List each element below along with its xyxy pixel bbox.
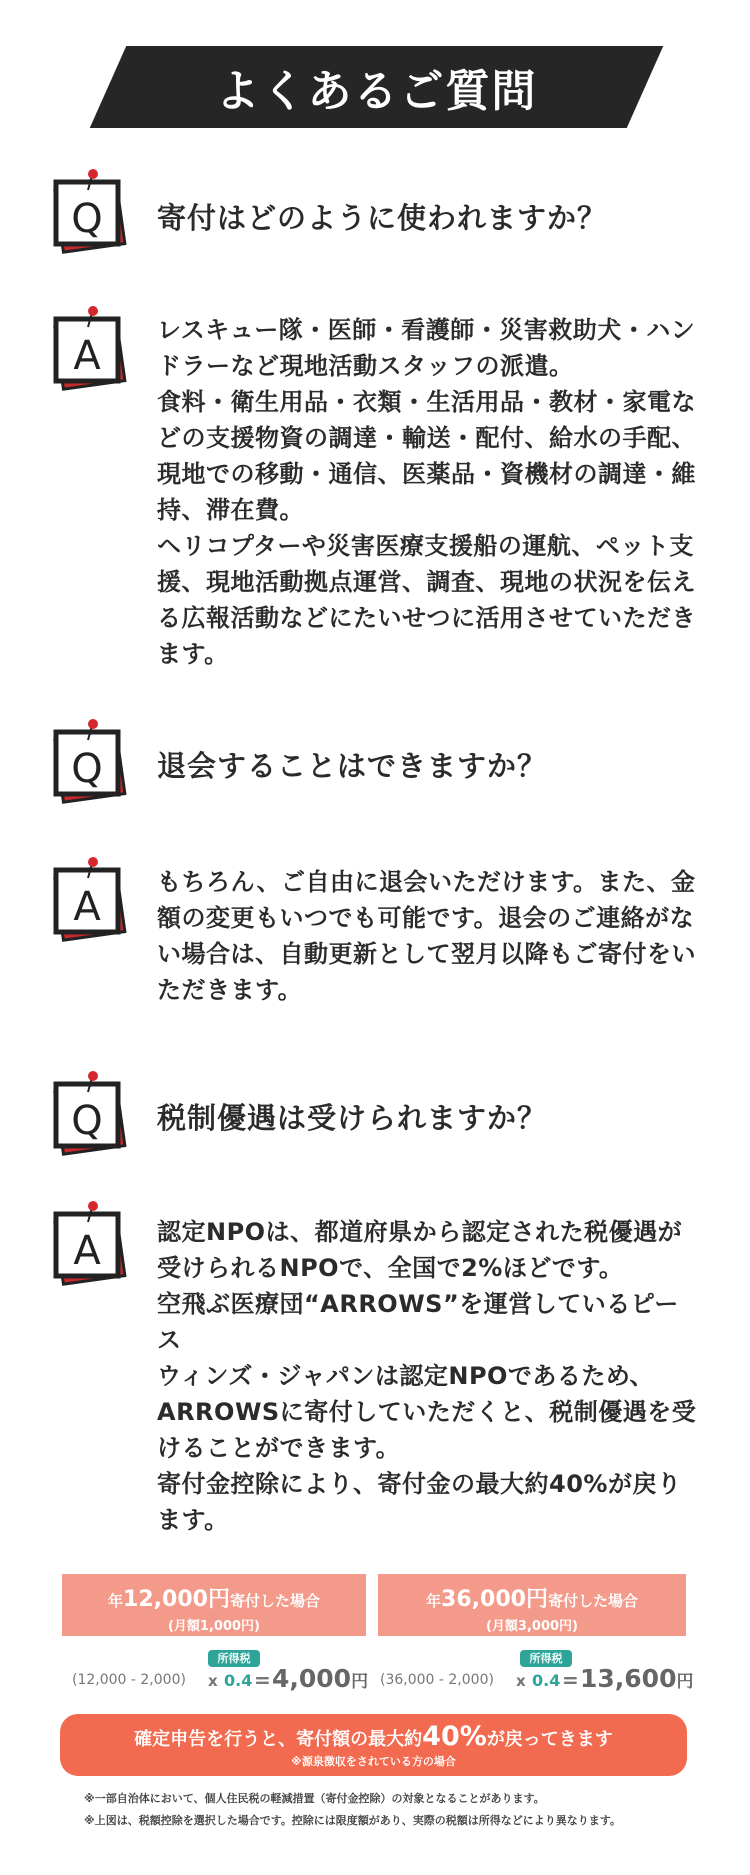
question-badge-icon (48, 168, 134, 254)
answer-paragraph: 食料・衛生用品・衣類・生活用品・教材・家電な どの支援物資の調達・輸送・配付、給水の手配、 現地での移動・通信、医薬品・資機材の調達・維 持、滞在費。 (157, 388, 696, 524)
tax-refund-banner (60, 1714, 687, 1776)
income-tax-tag: 所得税 (520, 1650, 572, 1667)
question-badge-icon (48, 718, 134, 804)
case-prefix: 年 (426, 1592, 442, 1610)
formula-rate: 0.4 (532, 1671, 561, 1690)
formula-base: (36,000 - 2,000) (380, 1672, 494, 1688)
question-badge-icon (48, 1070, 134, 1156)
tax-formula (72, 1652, 369, 1698)
faq-answer (157, 1214, 697, 1538)
footnote: ※一部自治体において、個人住民税の軽減措置（寄付金控除）の対象となることがあります。 (84, 1792, 545, 1805)
formula-equals: = (254, 1668, 271, 1692)
answer-paragraph: 認定NPOは、都道府県から認定された税優遇が 受けられるNPOで、全国で2%ほどです。 (157, 1218, 683, 1282)
case-suffix: 寄付した場合 (229, 1592, 320, 1610)
faq-answer (157, 312, 697, 672)
income-tax-tag: 所得税 (208, 1650, 260, 1667)
case-monthly: (月額1,000円) (167, 1619, 260, 1634)
q-label: Q (71, 746, 103, 792)
case-suffix: 寄付した場合 (547, 1592, 638, 1610)
tax-formula (380, 1652, 694, 1698)
answer-paragraph: もちろん、ご自由に退会いただけます。また、金 額の変更もいつでも可能です。退会のご連絡がな い場合は、自動更新として翌月以降もご寄付をい ただきます。 (157, 868, 696, 1004)
faq-question: 寄付はどのように使われますか？ (157, 201, 608, 235)
answer-paragraph: レスキュー隊・医師・看護師・災害救助犬・ハン ドラーなど現地活動スタッフの派遣。 (157, 316, 696, 380)
formula-unit: 円 (676, 1672, 694, 1692)
a-label: A (73, 333, 101, 379)
faq-question: 退会することはできますか？ (157, 749, 548, 783)
donation-case-box (62, 1574, 366, 1636)
answer-badge-icon (48, 856, 134, 942)
formula-result: 4,000 (272, 1664, 352, 1693)
formula-equals: = (562, 1668, 579, 1692)
answer-badge-icon (48, 1200, 134, 1286)
a-label: A (73, 884, 101, 930)
formula-unit: 円 (351, 1672, 369, 1692)
cta-percent: 40% (422, 1721, 487, 1752)
cta-post: が戻ってきます (486, 1729, 613, 1750)
formula-result: 13,600 (580, 1664, 677, 1693)
formula-base: (12,000 - 2,000) (72, 1672, 186, 1688)
answer-paragraph: 寄付金控除により、寄付金の最大約40%が戻り ます。 (157, 1470, 682, 1534)
faq-answer (157, 864, 697, 1008)
q-label: Q (71, 1098, 103, 1144)
page-title: よくあるご質問 (215, 66, 538, 117)
formula-mul: x (208, 1672, 218, 1690)
formula-rate: 0.4 (224, 1671, 253, 1690)
donation-case-box (378, 1574, 686, 1636)
case-amount: 12,000円 (123, 1587, 230, 1612)
cta-pre: 確定申告を行うと、寄付額の最大約 (134, 1729, 423, 1750)
footnote: ※上図は、税額控除を選択した場合です。控除には限度額があり、実際の税額は所得などにより異なります。 (84, 1814, 621, 1827)
case-amount: 36,000円 (441, 1587, 548, 1612)
answer-paragraph: ヘリコプターや災害医療支援船の運航、ペット支 援、現地活動拠点運営、調査、現地の状況を伝え る広報活動などにたいせつに活用させていただき ます。 (157, 532, 696, 668)
case-monthly: (月額3,000円) (485, 1619, 578, 1634)
q-label: Q (71, 196, 103, 242)
faq-question: 税制優遇は受けられますか？ (157, 1101, 548, 1135)
formula-mul: x (516, 1672, 526, 1690)
answer-badge-icon (48, 305, 134, 391)
answer-paragraph: 空飛ぶ医療団“ARROWS”を運営しているピース ウィンズ・ジャパンは認定NPOであるため、 ARROWSに寄付していただくと、税制優遇を受 けることができます。 (157, 1290, 697, 1462)
a-label: A (73, 1228, 101, 1274)
case-prefix: 年 (108, 1592, 124, 1610)
cta-note: ※源泉徴収をされている方の場合 (291, 1755, 456, 1768)
